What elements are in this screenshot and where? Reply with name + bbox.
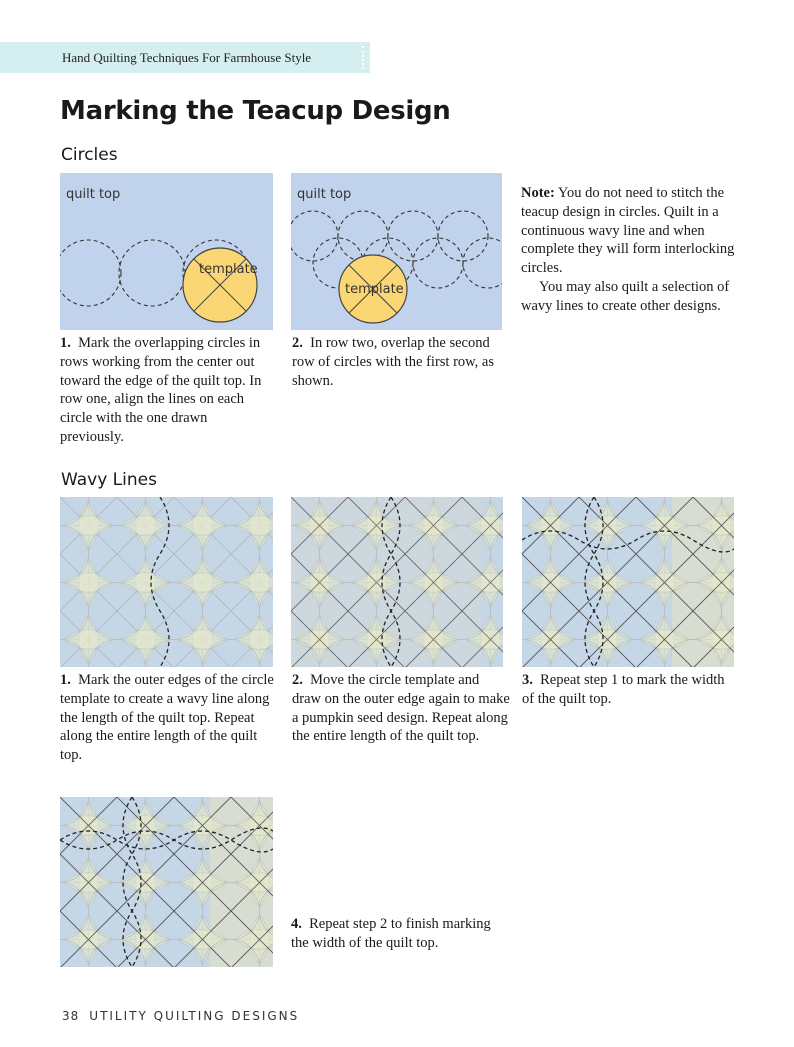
wavy-figure-4 bbox=[60, 797, 273, 967]
wavy-figure-3 bbox=[522, 497, 734, 667]
step-text: Repeat step 2 to finish marking the width of the quilt top. bbox=[291, 916, 491, 951]
circles-figure-2 bbox=[291, 173, 502, 330]
wavy-caption-3 bbox=[522, 671, 734, 709]
section-heading-circles: Circles bbox=[61, 145, 118, 165]
step-text: Repeat step 1 to mark the width of the quilt top. bbox=[522, 672, 725, 707]
step-number: 1. bbox=[60, 335, 71, 351]
section-heading-wavy-lines: Wavy Lines bbox=[61, 470, 157, 490]
wavy-figure-1 bbox=[60, 497, 273, 667]
circles-caption-2 bbox=[292, 334, 504, 390]
step-number: 4. bbox=[291, 916, 302, 932]
page-title: Marking the Teacup Design bbox=[60, 96, 451, 126]
marked-diagonals bbox=[522, 497, 734, 667]
page-number: 38 bbox=[62, 1009, 80, 1023]
marked-diagonals bbox=[60, 797, 273, 967]
note-label: Note: bbox=[521, 185, 555, 201]
running-header: Hand Quilting Techniques For Farmhouse Style bbox=[62, 50, 312, 65]
page-footer bbox=[62, 1009, 299, 1023]
note-paragraph-1 bbox=[521, 184, 736, 278]
step-text: Mark the outer edges of the circle template to create a wavy line along the length of the quilt top. Repeat along the entire length of the quilt top. bbox=[60, 672, 274, 764]
book-title: UTILITY QUILTING DESIGNS bbox=[89, 1009, 300, 1023]
note-paragraph-2: You may also quilt a selection of wavy lines to create other designs. bbox=[521, 278, 730, 314]
template-label: template bbox=[199, 262, 258, 277]
step-text: In row two, overlap the second row of circles with the first row, as shown. bbox=[292, 335, 495, 389]
step-number: 2. bbox=[292, 335, 303, 351]
step-number: 2. bbox=[292, 672, 303, 688]
template-label: template bbox=[345, 282, 404, 297]
step-number: 1. bbox=[60, 672, 71, 688]
header-dots bbox=[359, 46, 364, 69]
wavy-figure-2 bbox=[291, 497, 503, 667]
wavy-caption-4 bbox=[291, 915, 491, 953]
quilt-top-label: quilt top bbox=[297, 187, 352, 202]
step-text: Mark the overlapping circles in rows working from the center out toward the edge of the quilt top. In row one, align the lines on each circle with the one drawn previously. bbox=[60, 335, 262, 445]
note-text-1: You do not need to stitch the teacup design in circles. Quilt in a continuous wavy line and when complete they will form interlocking circles. bbox=[521, 185, 735, 277]
marked-diagonals bbox=[291, 497, 503, 667]
wavy-caption-2 bbox=[292, 671, 510, 746]
circles-figure-1 bbox=[60, 173, 273, 330]
quilt-top-label: quilt top bbox=[66, 187, 121, 202]
note-block bbox=[521, 184, 736, 316]
step-number: 3. bbox=[522, 672, 533, 688]
circle-template bbox=[183, 248, 257, 322]
step-text: Move the circle template and draw on the outer edge again to make a pumpkin seed design. Repeat along the entire length of the quilt top. bbox=[292, 672, 510, 745]
circles-caption-1 bbox=[60, 334, 274, 447]
petal-pattern bbox=[60, 497, 273, 667]
wavy-caption-1 bbox=[60, 671, 274, 765]
